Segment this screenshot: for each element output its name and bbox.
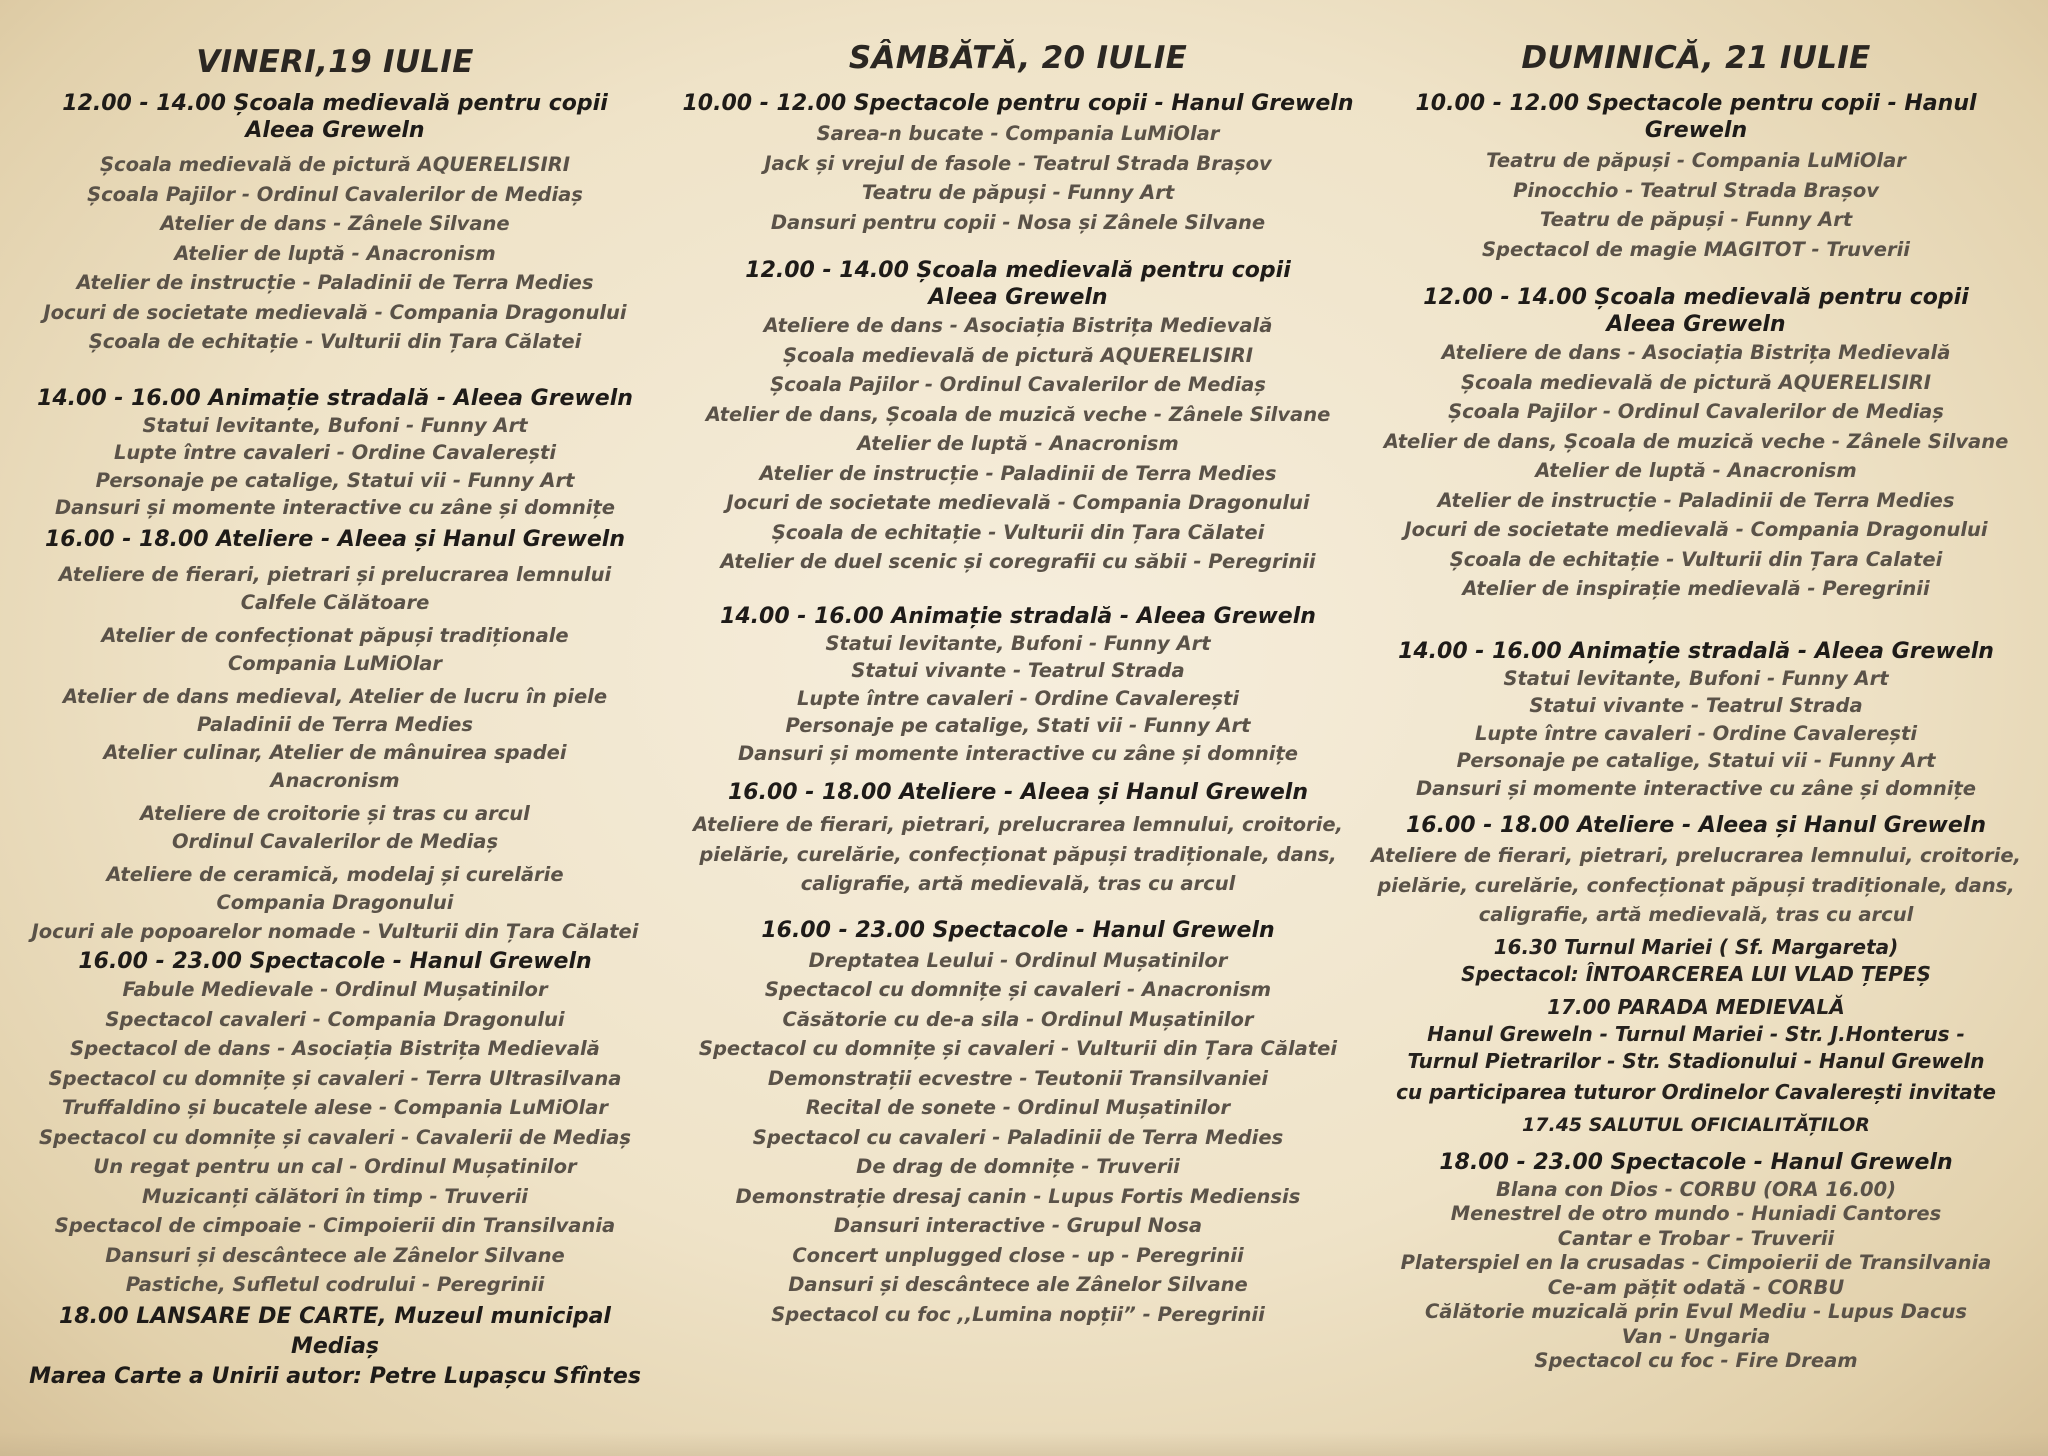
list-item: Spectacol cu foc - Fire Dream xyxy=(1534,1349,1858,1372)
list-item: Dansuri interactive - Grupul Nosa xyxy=(833,1214,1203,1237)
section-heading: 12.00 - 14.00 Școala medievală pentru copii xyxy=(62,91,608,116)
list-item: Atelier de luptă - Anacronism xyxy=(174,241,496,265)
list-item: Spectacol cu cavaleri - Paladinii de Terra Medies xyxy=(752,1125,1284,1149)
list-item: Teatru de păpuși - Funny Art xyxy=(1539,208,1853,231)
list-item: Spectacol de dans - Asociația Bistrița Medievală xyxy=(70,1037,600,1060)
section-heading: 16.00 - 18.00 Ateliere - Aleea și Hanul Greweln xyxy=(1405,813,1987,838)
list-item: Fabule Medievale - Ordinul Mușatinilor xyxy=(122,978,548,1001)
friday-street-section xyxy=(25,385,645,522)
list-item: Spectacol de magie MAGITOT - Truverii xyxy=(1482,237,1910,261)
list-item: Personaje pe catalige, Statui vii - Funny Art xyxy=(1456,749,1936,772)
section-heading: 16.00 - 18.00 Ateliere - Aleea și Hanul Greweln xyxy=(727,780,1309,805)
list-item: Ateliere de fierari, pietrari și prelucrarea lemnului xyxy=(58,562,612,586)
list-item: Spectacol cavaleri - Compania Dragonului xyxy=(105,1007,565,1031)
day-title-saturday: SÂMBĂTĂ, 20 IULIE xyxy=(848,40,1188,76)
list-item: Muzicanți călători în timp - Truverii xyxy=(142,1184,528,1208)
list-item: Școala medievală de pictură AQUERELISIRI xyxy=(782,343,1254,367)
day-title-sunday: DUMINICĂ, 21 IULIE xyxy=(1521,40,1871,76)
sunday-kids-section xyxy=(1366,90,2026,264)
list-item: Spectacol cu domnițe și cavaleri - Anacronism xyxy=(764,978,1272,1001)
list-item: Statui levitante, Bufoni - Funny Art xyxy=(825,631,1211,655)
event-line: Spectacol: ÎNTOARCEREA LUI VLAD ȚEPEȘ xyxy=(1461,961,1931,986)
list-item: Spectacol cu domnițe și cavaleri - Vulturii din Țara Călatei xyxy=(698,1037,1338,1060)
list-item: Lupte între cavaleri - Ordine Cavalerești xyxy=(796,686,1240,710)
friday-column xyxy=(25,0,645,1392)
list-item: Recital de sonete - Ordinul Mușatinilor xyxy=(805,1096,1231,1119)
list-item: De drag de domnițe - Truverii xyxy=(856,1155,1180,1178)
list-item: Jocuri de societate medievală - Compania Dragonului xyxy=(1404,518,1988,541)
friday-school-section xyxy=(25,90,645,357)
list-item: Spectacol de cimpoaie - Cimpoierii din Transilvania xyxy=(54,1214,616,1237)
section-heading-location: Aleea Greweln xyxy=(245,118,425,143)
list-item: Personaje pe catalige, Statui vii - Funny Art xyxy=(95,468,575,492)
list-item: Școala de echitație - Vulturii din Țara Călatei xyxy=(771,520,1265,544)
list-item: Atelier de instrucție - Paladinii de Terra Medies xyxy=(759,461,1277,485)
list-item: Demonstrație dresaj canin - Lupus Fortis Mediensis xyxy=(735,1184,1301,1208)
list-item: Lupte între cavaleri - Ordine Cavalerești xyxy=(1474,721,1918,745)
sunday-street-section xyxy=(1366,638,2026,803)
section-heading: 12.00 - 14.00 Școala medievală pentru copii xyxy=(1423,285,1969,310)
sunday-tower-event xyxy=(1366,934,2026,988)
list-item: Calfele Călătoare xyxy=(240,590,430,614)
section-heading: 10.00 - 12.00 Spectacole pentru copii - Hanul Greweln xyxy=(682,91,1354,116)
section-heading: 14.00 - 16.00 Animație stradală - Aleea Greweln xyxy=(1398,638,1994,664)
paper-bottom-edge xyxy=(0,1432,2048,1456)
list-item: Statui levitante, Bufoni - Funny Art xyxy=(1503,666,1889,690)
section-heading: 14.00 - 16.00 Animație stradală - Aleea Greweln xyxy=(37,385,633,411)
list-item: Teatru de păpuși - Compania LuMiOlar xyxy=(1486,149,1906,172)
sunday-workshops-section xyxy=(1366,812,2026,930)
list-item: Jocuri ale popoarelor nomade - Vulturii din Țara Călatei xyxy=(31,919,639,943)
list-item: Atelier de inspirație medievală - Peregrinii xyxy=(1462,577,1930,600)
list-item: Ordinul Cavalerilor de Mediaș xyxy=(171,829,499,853)
event-line: cu participarea tuturor Ordinelor Cavalerești invitate xyxy=(1396,1079,1996,1104)
list-item: Dreptatea Leului - Ordinul Mușatinilor xyxy=(808,948,1228,972)
list-item: Școala Pajilor - Ordinul Cavalerilor de Mediaș xyxy=(770,373,1266,396)
list-item: Dansuri și descântece ale Zânelor Silvane xyxy=(788,1273,1248,1296)
list-item: Personaje pe catalige, Stati vii - Funny Art xyxy=(785,714,1251,737)
sunday-column xyxy=(1366,0,2026,1392)
list-item: Spectacol cu domnițe și cavaleri - Terra Ultrasilvana xyxy=(48,1066,622,1090)
list-item: Spectacol cu domnițe și cavaleri - Cavalerii de Mediaș xyxy=(38,1125,632,1149)
list-item: Jack și vrejul de fasole - Teatrul Strada Brașov xyxy=(764,151,1272,175)
sunday-shows-section xyxy=(1366,1149,2026,1374)
list-item: Atelier de luptă - Anacronism xyxy=(1535,459,1857,482)
list-item: pielărie, curelărie, confecționat păpuși tradiționale, dans, xyxy=(1377,873,2015,897)
list-item: Ateliere de fierari, pietrari, prelucrarea lemnului, croitorie, xyxy=(693,813,1343,836)
saturday-kids-section xyxy=(678,90,1358,237)
list-item: Ateliere de croitorie și tras cu arcul xyxy=(140,801,530,825)
list-item: caligrafie, artă medievală, tras cu arcul xyxy=(1478,903,1914,926)
list-item: Statui vivante - Teatrul Strada xyxy=(1529,694,1863,717)
list-item: Atelier de luptă - Anacronism xyxy=(857,432,1179,455)
list-item: Atelier de instrucție - Paladinii de Terra Medies xyxy=(76,271,594,294)
list-item: Atelier de instrucție - Paladinii de Terra Medies xyxy=(1437,488,1955,512)
list-item: caligrafie, artă medievală, tras cu arcul xyxy=(800,872,1236,895)
list-item: Pastiche, Sufletul codrului - Peregrinii xyxy=(125,1273,545,1296)
list-item: Școala Pajilor - Ordinul Cavalerilor de Mediaș xyxy=(1448,400,1944,423)
list-item: Compania LuMiOlar xyxy=(227,651,443,675)
list-item: Atelier de duel scenic și coregrafii cu săbii - Peregrinii xyxy=(720,550,1316,573)
list-item: Ateliere de dans - Asociația Bistrița Medievală xyxy=(763,314,1273,337)
list-item: Paladinii de Terra Medies xyxy=(197,712,473,736)
list-item: Demonstrații ecvestre - Teutonii Transilvaniei xyxy=(767,1066,1269,1090)
list-item: Un regat pentru un cal - Ordinul Mușatinilor xyxy=(93,1155,577,1178)
list-item: Blana con Dios - CORBU (ORA 16.00) xyxy=(1495,1177,1897,1201)
list-item: pielărie, curelărie, confecționat păpuși tradiționale, dans, xyxy=(699,842,1337,866)
section-heading: 16.00 - 23.00 Spectacole - Hanul Greweln xyxy=(78,949,592,974)
list-item: Școala de echitație - Vulturii din Țara Calatei xyxy=(1449,547,1943,571)
list-item: Atelier de dans - Zânele Silvane xyxy=(160,212,510,235)
book-launch-line: Marea Carte a Unirii autor: Petre Lupașcu Sfîntes xyxy=(29,1363,641,1389)
sunday-school-section xyxy=(1366,284,2026,604)
list-item: Școala medievală de pictură AQUERELISIRI xyxy=(1460,370,1932,394)
list-item: Statui levitante, Bufoni - Funny Art xyxy=(142,413,528,437)
list-item: Cantar e Trobar - Truverii xyxy=(1557,1226,1835,1250)
list-item: Van - Ungaria xyxy=(1621,1324,1771,1348)
list-item: Dansuri și momente interactive cu zâne și domnițe xyxy=(737,741,1299,765)
section-heading: 10.00 - 12.00 Spectacole pentru copii - Hanul Greweln xyxy=(1415,91,1977,143)
list-item: Sarea-n bucate - Compania LuMiOlar xyxy=(816,122,1220,145)
event-line: Hanul Greweln - Turnul Mariei - Str. J.Honterus - xyxy=(1427,1021,1965,1046)
list-item: Atelier de confecționat păpuși tradiționale xyxy=(101,623,569,647)
list-item: Ateliere de fierari, pietrari, prelucrarea lemnului, croitorie, xyxy=(1371,844,2021,867)
list-item: Dansuri și momente interactive cu zâne și domnițe xyxy=(54,496,616,519)
event-line: 17.45 SALUTUL OFICIALITĂȚILOR xyxy=(1522,1113,1870,1136)
list-item: Concert unplugged close - up - Peregrinii xyxy=(792,1243,1244,1267)
list-item: Anacronism xyxy=(270,768,400,792)
list-item: Jocuri de societate medievală - Compania Dragonului xyxy=(43,300,627,324)
list-item: Pinocchio - Teatrul Strada Brașov xyxy=(1513,178,1879,202)
sunday-parade-event xyxy=(1366,994,2026,1106)
list-item: Jocuri de societate medievală - Compania Dragonului xyxy=(726,491,1310,514)
list-item: Căsătorie cu de-a sila - Ordinul Mușatinilor xyxy=(782,1007,1254,1031)
list-item: Lupte între cavaleri - Ordine Cavalerești xyxy=(113,441,557,464)
saturday-shows-section xyxy=(678,917,1358,1330)
list-item: Teatru de păpuși - Funny Art xyxy=(861,181,1175,204)
saturday-school-section xyxy=(678,257,1358,577)
day-title-friday: VINERI,19 IULIE xyxy=(196,44,474,80)
list-item: Atelier de dans, Școala de muzică veche - Zânele Silvane xyxy=(1383,429,2009,453)
list-item: Dansuri și descântece ale Zânelor Silvane xyxy=(105,1243,565,1267)
event-line: 17.00 PARADA MEDIEVALĂ xyxy=(1547,994,1845,1019)
list-item: Truffaldino și bucatele alese - Compania LuMiOlar xyxy=(62,1096,608,1119)
list-item: Compania Dragonului xyxy=(216,890,454,914)
list-item: Atelier de dans, Școala de muzică veche - Zânele Silvane xyxy=(705,402,1331,426)
list-item: Menestrel de otro mundo - Huniadi Cantores xyxy=(1450,1202,1942,1225)
list-item: Ateliere de ceramică, modelaj și curelărie xyxy=(106,862,564,886)
section-heading: 16.00 - 18.00 Ateliere - Aleea și Hanul Greweln xyxy=(44,526,626,552)
friday-shows-section xyxy=(25,948,645,1300)
list-item: Călătorie muzicală prin Evul Mediu - Lupus Dacus xyxy=(1424,1300,1967,1323)
event-line: Turnul Pietrarilor - Str. Stadionului - Hanul Greweln xyxy=(1407,1048,1985,1073)
event-line: 16.30 Turnul Mariei ( Sf. Margareta) xyxy=(1493,934,1899,959)
section-heading: 18.00 - 23.00 Spectacole - Hanul Greweln xyxy=(1439,1149,1953,1175)
list-item: Spectacol cu foc ,,Lumina nopții” - Peregrinii xyxy=(771,1302,1265,1326)
list-item: Platerspiel en la crusadas - Cimpoierii de Transilvania xyxy=(1400,1251,1992,1274)
sunday-greeting-event xyxy=(1366,1112,2026,1139)
list-item: Școala de echitație - Vulturii din Țara Călatei xyxy=(88,330,582,353)
list-item: Ce-am pățit odată - CORBU xyxy=(1547,1275,1845,1299)
saturday-column xyxy=(678,0,1358,1347)
friday-workshops-section xyxy=(25,526,645,947)
section-heading: 16.00 - 23.00 Spectacole - Hanul Greweln xyxy=(761,917,1275,943)
list-item: Statui vivante - Teatrul Strada xyxy=(851,659,1185,682)
list-item: Școala medievală de pictură AQUERELISIRI xyxy=(99,153,571,176)
book-launch-line: 18.00 LANSARE DE CARTE, Muzeul municipal Mediaș xyxy=(59,1303,611,1359)
saturday-workshops-section xyxy=(678,779,1358,899)
section-heading: 12.00 - 14.00 Școala medievală pentru copii xyxy=(745,258,1291,283)
list-item: Atelier culinar, Atelier de mânuirea spadei xyxy=(103,740,567,764)
list-item: Ateliere de dans - Asociația Bistrița Medievală xyxy=(1441,341,1951,364)
saturday-street-section xyxy=(678,603,1358,768)
list-item: Dansuri și momente interactive cu zâne și domnițe xyxy=(1415,776,1977,800)
list-item: Atelier de dans medieval, Atelier de lucru în piele xyxy=(62,684,608,708)
list-item: Dansuri pentru copii - Nosa și Zânele Silvane xyxy=(770,210,1266,234)
section-heading: 14.00 - 16.00 Animație stradală - Aleea Greweln xyxy=(720,603,1316,629)
list-item: Școala Pajilor - Ordinul Cavalerilor de Mediaș xyxy=(87,182,583,206)
section-heading-location: Aleea Greweln xyxy=(1606,312,1786,337)
section-heading-location: Aleea Greweln xyxy=(928,285,1108,310)
